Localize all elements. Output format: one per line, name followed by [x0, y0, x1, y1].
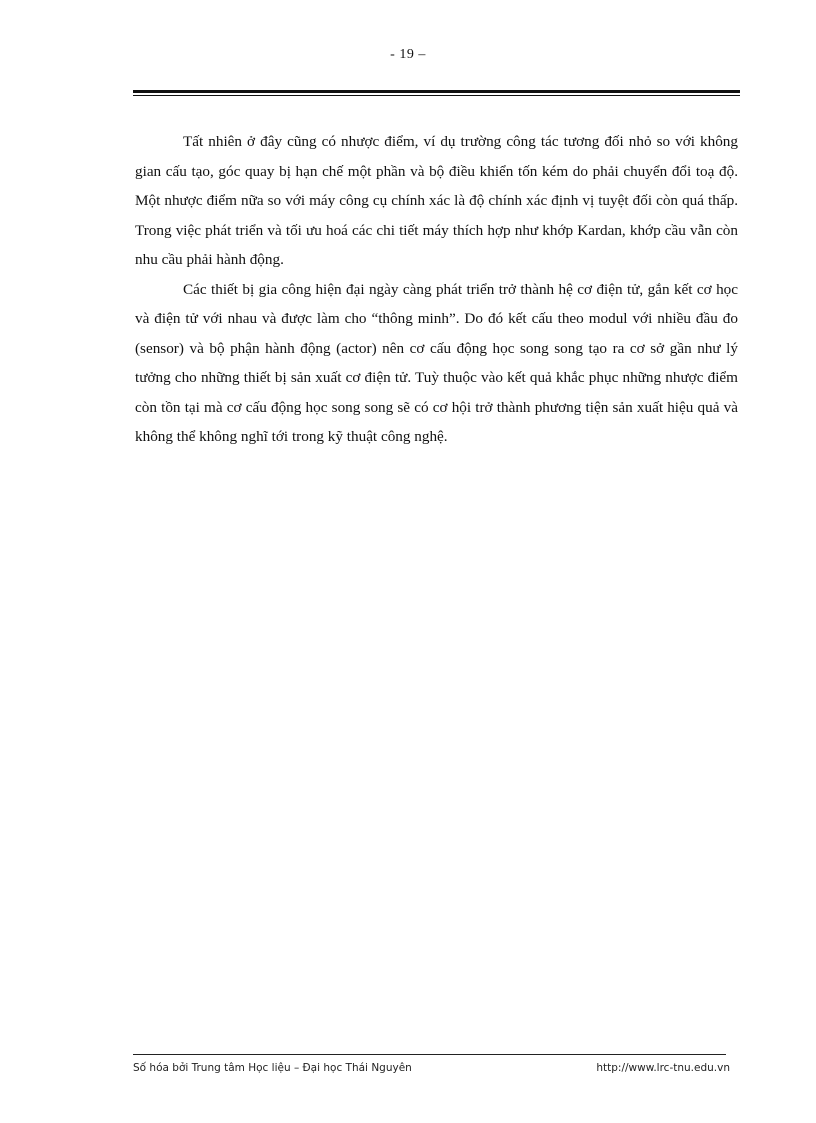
footer-url-link[interactable]: http://www.lrc-tnu.edu.vn	[596, 1062, 730, 1074]
paragraph-1: Tất nhiên ở đây cũng có nhược điểm, ví dụ trường công tác tương đối nhỏ so với không gian cấu tạo, góc quay bị hạn chế một phần và bộ điều khiển tốn kém do phải chuyển đổi toạ độ. Một nhược điểm nữa so với máy công cụ chính xác là độ chính xác định vị tuyệt đối còn quá thấp. Trong việc phát triển và tối ưu hoá các chi tiết máy thích hợp như khớp Kardan, khớp cầu vẫn còn nhu cầu phải hành động.	[135, 133, 738, 268]
footer-credit: Số hóa bởi Trung tâm Học liệu – Đại học Thái Nguyên	[133, 1062, 412, 1074]
paragraph-2: Các thiết bị gia công hiện đại ngày càng phát triển trở thành hệ cơ điện tử, gắn kết cơ học và điện tử với nhau và được làm cho “thông minh”. Do đó kết cấu theo modul với nhiều đầu đo (sensor) và bộ phận hành động (actor) nên cơ cấu động học song song tạo ra cơ sở gần như lý tưởng cho những thiết bị sản xuất cơ điện tử. Tuỳ thuộc vào kết quả khắc phục những nhược điểm còn tồn tại mà cơ cấu động học song song sẽ có cơ hội trở thành phương tiện sản xuất hiệu quả và không thể không nghĩ tới trong kỹ thuật công nghệ.	[135, 280, 738, 445]
page-number: - 19 –	[390, 47, 426, 62]
footer-rule	[133, 1054, 726, 1055]
document-body	[135, 127, 738, 452]
header-double-rule	[133, 90, 740, 96]
